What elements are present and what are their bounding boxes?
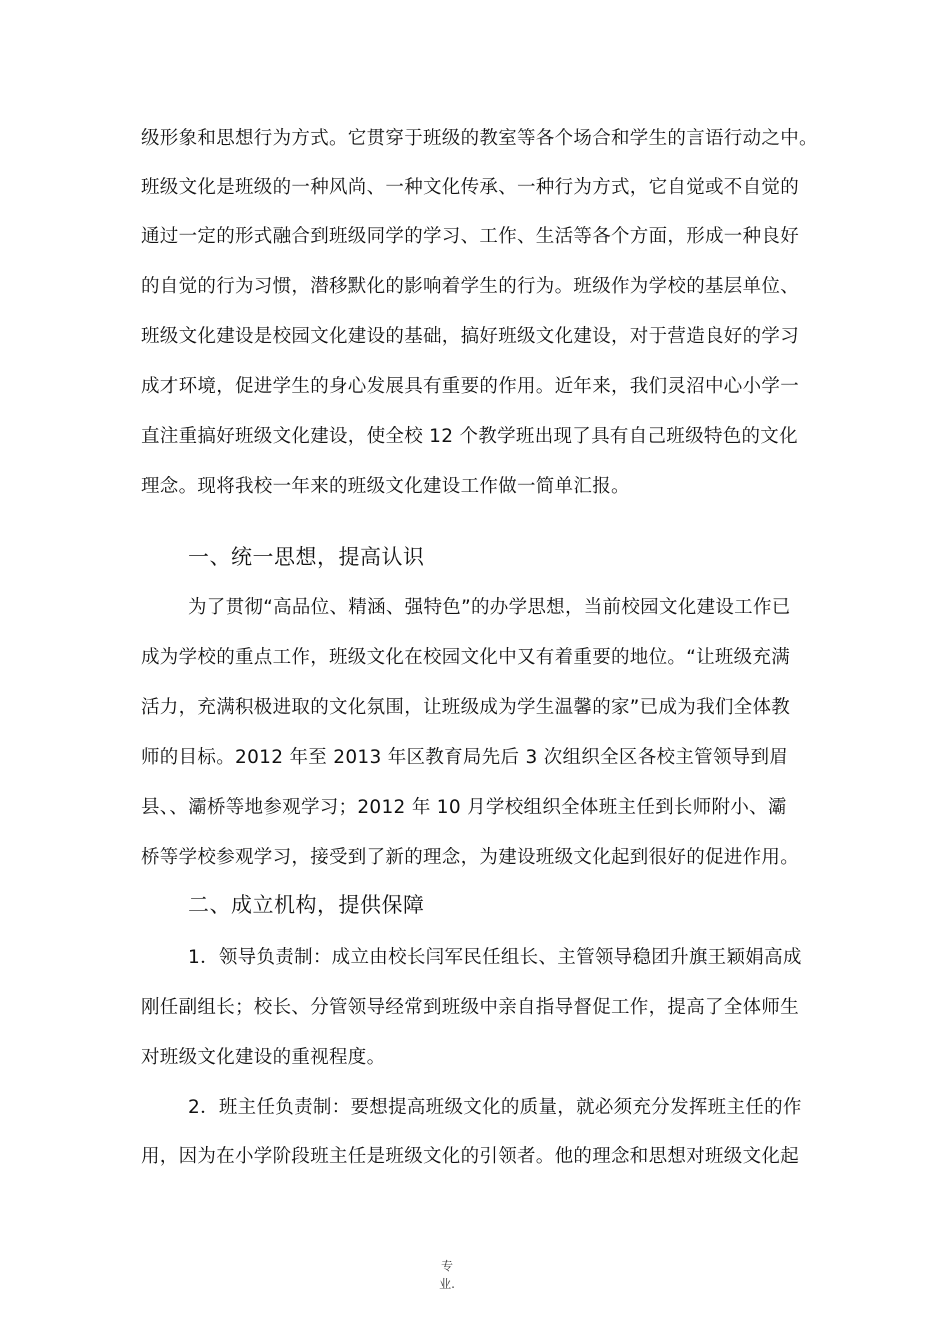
paragraph-line: 成才环境，促进学生的身心发展具有重要的作用。近年来，我们灵沼中心小学一 [141, 376, 800, 397]
section-heading: 二、成立机构，提供保障 [188, 893, 425, 917]
paragraph-line: 2．班主任负责制：要想提高班级文化的质量，就必须充分发挥班主任的作 [188, 1097, 802, 1118]
paragraph-line: 刚任副组长；校长、分管领导经常到班级中亲自指导督促工作，提高了全体师生 [141, 997, 800, 1018]
paragraph-line: 桥等学校参观学习，接受到了新的理念，为建设班级文化起到很好的促进作用。 [141, 847, 800, 868]
paragraph-line: 为了贯彻“高品位、精涵、强特色”的办学思想，当前校园文化建设工作已 [188, 597, 791, 618]
footer-mark-line2: 业. [439, 1277, 455, 1291]
paragraph-line: 师的目标。2012 年至 2013 年区教育局先后 3 次组织全区各校主管领导到眉 [141, 747, 789, 768]
paragraph-line: 用，因为在小学阶段班主任是班级文化的引领者。他的理念和思想对班级文化起 [141, 1146, 800, 1167]
paragraph-line: 级形象和思想行为方式。它贯穿于班级的教室等各个场合和学生的言语行动之中。 [141, 128, 818, 149]
paragraph-line: 理念。现将我校一年来的班级文化建设工作做一简单汇报。 [141, 476, 630, 497]
paragraph-line: 班级文化是班级的一种风尚、一种文化传承、一种行为方式，它自觉或不自觉的 [141, 177, 800, 198]
section-heading: 一、统一思想，提高认识 [188, 545, 425, 569]
paragraph-line: 成为学校的重点工作，班级文化在校园文化中又有着重要的地位。“让班级充满 [141, 647, 791, 668]
paragraph-line: 活力，充满积极进取的文化氛围，让班级成为学生温馨的家”已成为我们全体教 [141, 697, 791, 718]
paragraph-line: 的自觉的行为习惯，潜移默化的影响着学生的行为。班级作为学校的基层单位、 [141, 276, 800, 297]
paragraph-line: 班级文化建设是校园文化建设的基础，搞好班级文化建设，对于营造良好的学习 [141, 326, 800, 347]
paragraph-line: 通过一定的形式融合到班级同学的学习、工作、生活等各个方面，形成一种良好 [141, 226, 800, 247]
paragraph-line: 对班级文化建设的重视程度。 [141, 1047, 386, 1068]
paragraph-line: 1．领导负责制：成立由校长闫军民任组长、主管领导稳团升旗王颖娟高成 [188, 947, 802, 968]
footer-mark-line1: 专 [440, 1259, 453, 1273]
paragraph-line: 直注重搞好班级文化建设，使全校 12 个教学班出现了具有自己班级特色的文化 [141, 426, 798, 447]
paragraph-line: 县、、灞桥等地参观学习；2012 年 10 月学校组织全体班主任到长师附小、灞 [141, 797, 787, 818]
